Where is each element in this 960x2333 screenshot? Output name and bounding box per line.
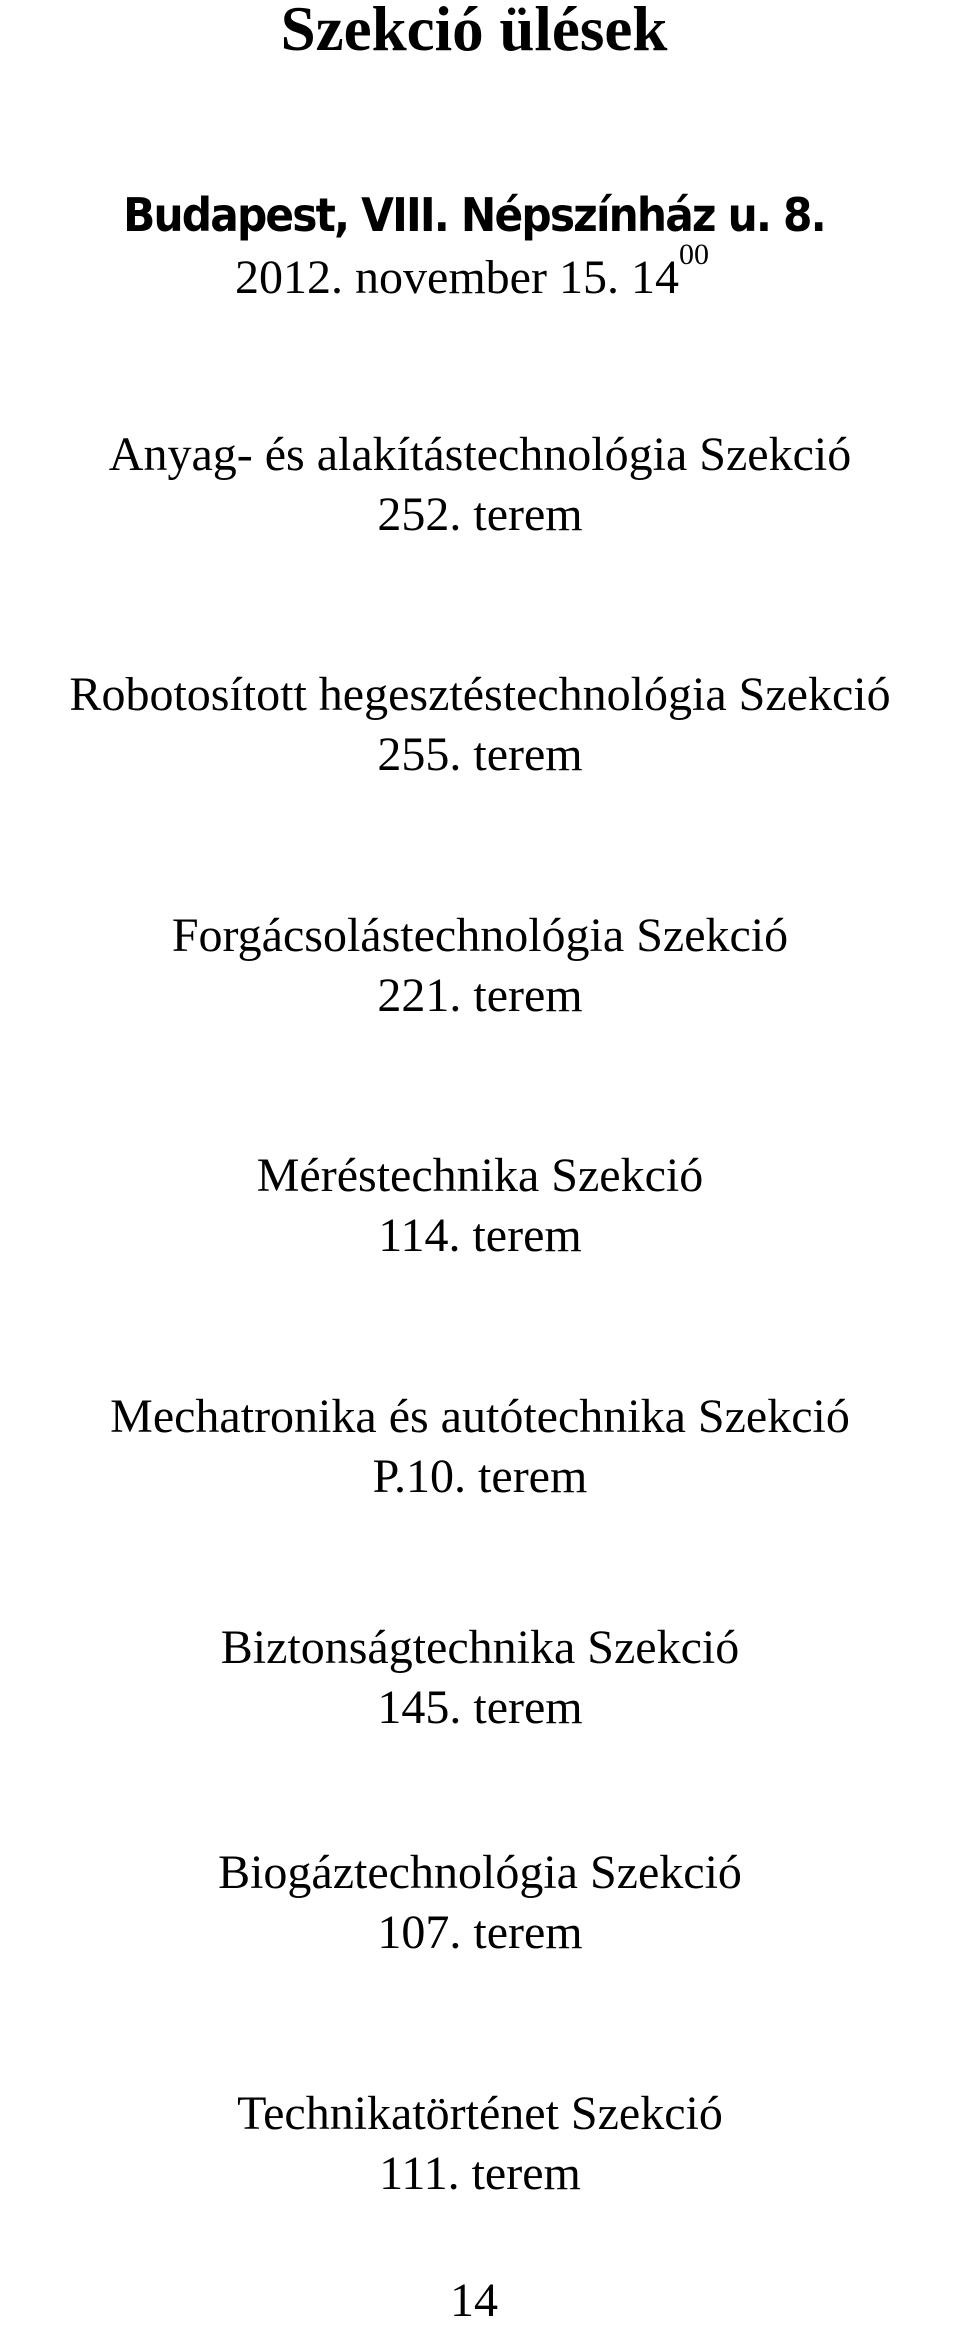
session-name: Mechatronika és autótechnika Szekció — [110, 1390, 850, 1443]
session-name: Forgácsolástechnológia Szekció — [171, 909, 789, 962]
session-name: Technikatörténet Szekció — [237, 2087, 723, 2140]
venue-address: Budapest, VIII. Népszínház u. 8. — [123, 188, 825, 242]
page-title: Szekció ülések — [280, 0, 668, 64]
session-block — [0, 2084, 960, 2204]
event-date: 2012. november 15. 14 — [235, 251, 679, 304]
session-room: 252. terem — [377, 488, 583, 541]
session-name: Biogáztechnológia Szekció — [218, 1846, 742, 1899]
session-block — [0, 1387, 960, 1507]
page-number: 14 — [450, 2274, 498, 2327]
session-room: P.10. terem — [372, 1450, 588, 1503]
session-block — [0, 906, 960, 1026]
session-room: 107. terem — [377, 1906, 583, 1959]
session-name: Biztonságtechnika Szekció — [220, 1621, 740, 1674]
session-room: 221. terem — [377, 969, 583, 1022]
session-block — [0, 1843, 960, 1963]
session-block — [0, 1146, 960, 1266]
session-room: 114. terem — [378, 1209, 582, 1262]
session-block — [0, 1618, 960, 1738]
session-name: Méréstechnika Szekció — [256, 1149, 704, 1202]
session-name: Anyag- és alakítástechnológia Szekció — [108, 428, 852, 481]
event-time-superscript: 00 — [678, 238, 709, 271]
session-room: 255. terem — [377, 728, 583, 781]
session-room: 111. terem — [379, 2147, 581, 2200]
session-block — [0, 425, 960, 545]
session-room: 145. terem — [377, 1681, 583, 1734]
event-datetime — [0, 238, 952, 308]
session-name: Robotosított hegesztéstechnológia Szekció — [69, 668, 891, 721]
session-block — [0, 665, 960, 785]
